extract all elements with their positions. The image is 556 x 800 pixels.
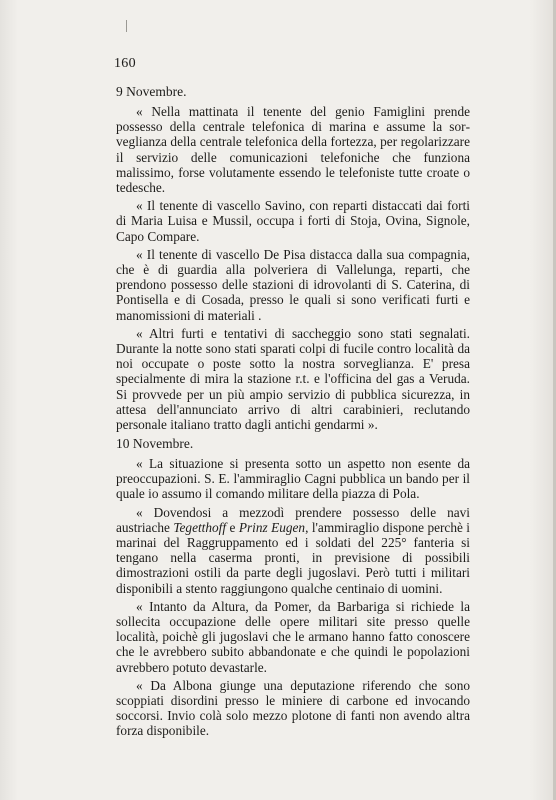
ship-name: Prinz Eugen [238,519,306,535]
section-body-9-novembre [116,104,470,435]
section-body-10-novembre [116,456,470,742]
paragraph: « La situazione si presenta sotto un aspetto non esente da preoccupazioni. S. E. l'ammiraglio Cagni pubblica un bando per il quale io assumo il comando militare della piazza di Pola. [116,456,470,502]
paragraph-conj: e [226,519,239,535]
paragraph: « Altri furti e tentativi di saccheggio sono stati segnalati. Durante la notte sono stati sparati colpi di fucile contro località da noi occupate o poste sotto la nostra sorveglianza. E' presa specialmente di mira la stazione r.t. e l'officina del gas a Veruda. Si provvede per un più ampio servizio di pubblica sicurezza, in attesa dell'annunciato arrivo di altri carabinieri, reclutando personale italiano tratto dagli antichi gendarmi ». [116,325,470,433]
paragraph: « Il tenente di vascello De Pisa distacca dalla sua compagnia, che è di guardia alla polveriera di Vallelunga, reparti, che prendono possesso delle stazioni di idrovolanti di S. Caterina, di Pontisella e di Cosada, presso le quali si sono verificati furti e manomissioni di materiali . [116,246,470,323]
paragraph: « Intanto da Altura, da Pomer, da Barbariga si richiede la sollecita occupazione delle opere militari site presso quelle località, poichè gli jugoslavi che le armano hanno fatto conoscere che le avrebbero subito abbandonate e che quindi le popolazioni avrebbero potuto devastarle. [116,598,470,675]
paragraph: « Il tenente di vascello Savino, con reparti distaccati dai forti di Maria Luisa e Mussil, occupa i forti di Stoja, Ovina, Signole, Capo Compare. [116,198,470,244]
paragraph-rest: , l'ammiraglio dispone perchè i marinai del Raggruppamento ed i soldati del 225° fanteria si tengano nella caserma pronti, in previsione di possibili dimostrazioni ostili da parte degli jugoslavi. Però tutti i militari disponibili a stento raggiungono qualche centinaio di uomini. [116,519,471,596]
paragraph-lead: « Dovendosi a mezzodì prendere possesso delle navi austriache [116,504,470,535]
ship-name: Tegetthoff [173,519,227,535]
paragraph: « Nella mattinata il tenente del genio Famiglini prende possesso della centrale telefonica di marina e assume la sorveglianza della centrale telefonica della fortezza, per regolarizzare il servizio delle comunicazioni telefoniche che funziona malissimo, forse volutamente essendo le telefoniste tutte croate o tedesche. [116,104,470,196]
paragraph: « Da Albona giunge una deputazione riferendo che sono scoppiati disordini presso le miniere di carbone ed invocando soccorsi. Invio colà solo mezzo plotone di fanti non avendo altra forza disponibile. [116,677,470,739]
margin-mark [126,20,127,32]
section-heading-10-novembre: 10 Novembre. [116,436,194,451]
paragraph [116,505,470,596]
section-heading-9-novembre: 9 Novembre. [116,84,187,99]
page-number: 160 [114,56,136,71]
